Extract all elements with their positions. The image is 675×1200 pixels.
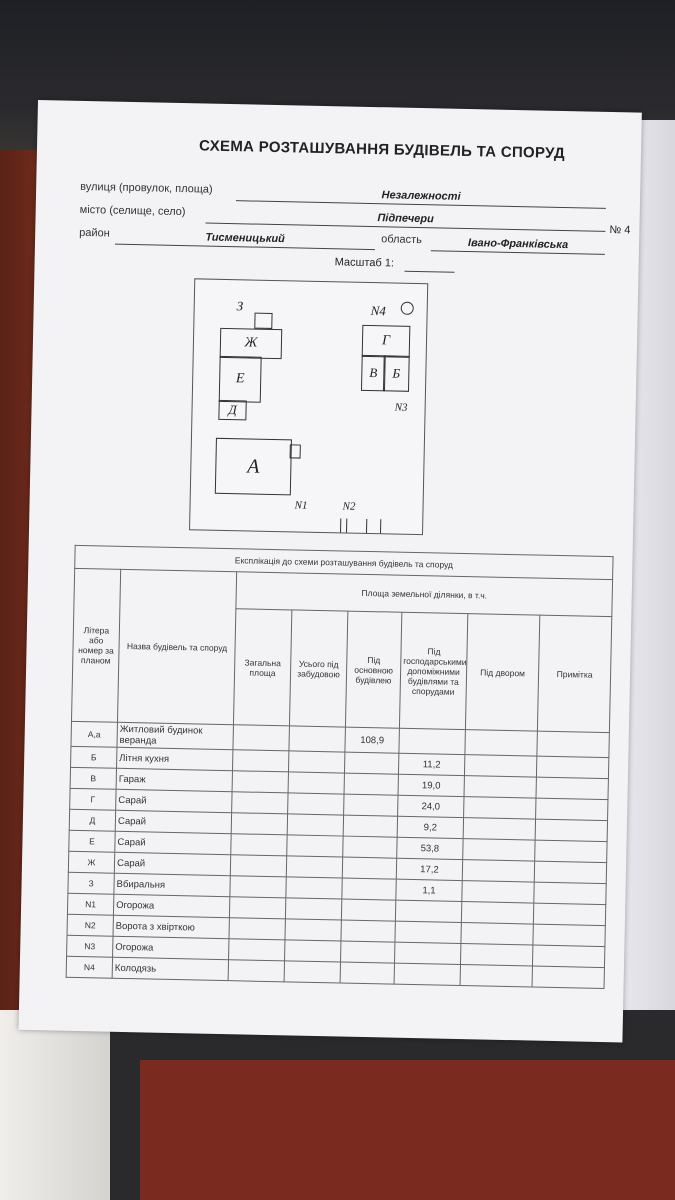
row-name: Житловий будинок веранда	[117, 722, 233, 749]
well-icon	[401, 302, 414, 315]
header-aux: Під господарськими допоміжними будівлями та спорудами	[399, 612, 467, 729]
city-row	[79, 204, 185, 224]
row-name: Огорожа	[113, 936, 229, 959]
region-label: область	[381, 233, 423, 247]
row-total	[232, 792, 288, 814]
row-yard	[461, 923, 533, 946]
row-name: Літня кухня	[117, 747, 233, 770]
header-total: Загальна площа	[233, 609, 291, 726]
row-litera: Ж	[68, 851, 114, 873]
row-built	[287, 814, 343, 836]
row-total	[229, 897, 285, 919]
row-litera: Г	[70, 788, 116, 810]
building-e: Е	[219, 356, 262, 403]
row-total	[229, 918, 285, 940]
house-number-label: № 4	[609, 223, 631, 237]
row-main-area	[343, 836, 397, 858]
street-row	[80, 181, 213, 202]
scale-line	[404, 271, 454, 273]
row-built	[289, 726, 346, 752]
row-aux-area: 1,1	[396, 879, 462, 901]
row-built	[286, 877, 342, 899]
row-yard	[462, 860, 534, 883]
row-name: Колодязь	[112, 957, 228, 980]
header-name: Назва будівель та споруд	[117, 569, 236, 724]
header-area-group: Площа земельної ділянки, в т.ч.	[236, 572, 613, 617]
street-label: вулиця (провулок, площа)	[80, 180, 213, 196]
row-total	[231, 834, 287, 856]
row-main-area	[342, 857, 396, 879]
row-name: Сарай	[115, 831, 231, 854]
region-row	[381, 233, 422, 252]
building-z-outhouse	[254, 313, 272, 329]
row-built	[288, 751, 344, 773]
row-total	[228, 960, 284, 982]
row-main-area	[341, 941, 395, 963]
row-built	[286, 856, 342, 878]
row-built	[287, 835, 343, 857]
row-note	[534, 882, 606, 905]
row-main-area	[342, 878, 396, 900]
row-built	[284, 961, 340, 983]
building-g: Г	[362, 325, 411, 358]
gate-post-3	[366, 519, 367, 533]
row-total	[232, 750, 288, 772]
table-body	[66, 721, 609, 988]
row-litera: N3	[67, 935, 113, 957]
row-name: Ворота з хвірткою	[113, 915, 229, 938]
row-name: Гараж	[116, 768, 232, 791]
row-main-area	[343, 815, 397, 837]
table-caption: Експлікація до схеми розташування будівель та споруд	[75, 545, 613, 579]
gate-post-2	[346, 519, 347, 533]
row-yard	[463, 818, 535, 841]
row-yard	[461, 902, 533, 925]
building-v: В	[361, 355, 386, 391]
label-n4: N4	[370, 303, 386, 319]
row-main-area	[340, 962, 394, 984]
label-n2: N2	[342, 500, 356, 513]
header-yard: Під двором	[465, 614, 539, 731]
row-yard	[465, 730, 538, 757]
row-main-area	[344, 773, 398, 795]
label-z: З	[236, 298, 244, 314]
header-built: Усього під забудовою	[289, 610, 347, 727]
row-note	[536, 756, 608, 779]
row-name: Сарай	[114, 852, 230, 875]
row-aux-area	[395, 921, 461, 943]
row-yard	[460, 944, 532, 967]
row-yard	[464, 755, 536, 778]
row-note	[535, 840, 607, 863]
row-note	[534, 861, 606, 884]
row-main-area	[344, 794, 398, 816]
label-n3: N3	[394, 401, 408, 414]
row-note	[532, 966, 604, 989]
row-aux-area: 24,0	[398, 795, 464, 817]
background-book	[0, 1010, 110, 1200]
region-value: Івано-Франківська	[467, 237, 569, 252]
document-sheet	[19, 100, 642, 1042]
row-note	[537, 731, 610, 758]
row-note	[536, 798, 608, 821]
row-note	[536, 777, 608, 800]
district-row	[79, 227, 110, 246]
row-built	[285, 898, 341, 920]
row-yard	[464, 776, 536, 799]
row-aux-area	[395, 942, 461, 964]
row-total	[230, 876, 286, 898]
row-built	[288, 772, 344, 794]
district-label: район	[79, 226, 110, 240]
city-label: місто (селище, село)	[79, 203, 186, 219]
row-litera: Б	[71, 746, 117, 768]
row-name: Сарай	[116, 789, 232, 812]
label-n1: N1	[294, 499, 308, 512]
row-litera: З	[68, 872, 114, 894]
row-total	[229, 939, 285, 961]
site-plan	[189, 278, 428, 535]
row-total	[233, 725, 290, 751]
row-litera: Е	[69, 830, 115, 852]
row-name: Вбиральня	[114, 873, 230, 896]
row-yard	[463, 839, 535, 862]
row-aux-area: 53,8	[397, 837, 463, 859]
header-note: Примітка	[537, 615, 611, 732]
row-aux-area: 17,2	[396, 858, 462, 880]
row-name: Сарай	[115, 810, 231, 833]
city-line	[205, 209, 605, 232]
city-value: Підпечери	[377, 212, 434, 226]
explication-table	[66, 545, 614, 989]
region-line	[431, 236, 605, 255]
row-aux-area: 11,2	[398, 753, 464, 775]
row-litera: В	[70, 767, 116, 789]
row-built	[288, 793, 344, 815]
background-red-surface	[140, 1060, 675, 1200]
row-yard	[462, 881, 534, 904]
row-note	[533, 924, 605, 947]
header-main: Під основною будівлею	[345, 611, 401, 728]
scale-label: Масштаб 1:	[334, 256, 395, 270]
row-aux-area: 19,0	[398, 774, 464, 796]
district-value: Тисменицький	[205, 231, 285, 246]
row-total	[232, 771, 288, 793]
building-a-house: А	[215, 438, 292, 496]
row-total	[230, 855, 286, 877]
row-note	[535, 819, 607, 842]
building-b: Б	[383, 355, 410, 392]
row-aux-area: 9,2	[397, 816, 463, 838]
row-aux-area	[395, 900, 461, 922]
row-litera: N1	[67, 893, 113, 915]
row-aux-area	[399, 728, 466, 754]
row-yard	[464, 797, 536, 820]
street-line	[236, 186, 606, 209]
row-litera: А,а	[71, 721, 118, 747]
row-note	[533, 903, 605, 926]
gate-post-4	[380, 519, 381, 533]
building-d: Д	[218, 400, 246, 421]
row-main-area	[341, 899, 395, 921]
row-built	[285, 940, 341, 962]
document-title: СХЕМА РОЗТАШУВАННЯ БУДІВЕЛЬ ТА СПОРУД	[198, 137, 566, 163]
row-litera: Д	[69, 809, 115, 831]
street-value: Незалежності	[381, 189, 461, 203]
row-note	[532, 945, 604, 968]
row-main-area	[344, 752, 398, 774]
building-a-veranda	[290, 444, 301, 458]
header-litera: Літера або номер за планом	[71, 568, 120, 722]
row-built	[285, 919, 341, 941]
row-aux-area	[394, 963, 460, 985]
district-line	[115, 230, 375, 250]
building-zh: Ж	[220, 328, 283, 359]
row-total	[231, 813, 287, 835]
row-main-area	[341, 920, 395, 942]
gate-post-1	[340, 518, 341, 532]
row-main-area: 108,9	[345, 727, 400, 753]
row-litera: N2	[67, 914, 113, 936]
row-litera: N4	[66, 956, 112, 978]
row-name: Огорожа	[113, 894, 229, 917]
row-yard	[460, 965, 532, 988]
